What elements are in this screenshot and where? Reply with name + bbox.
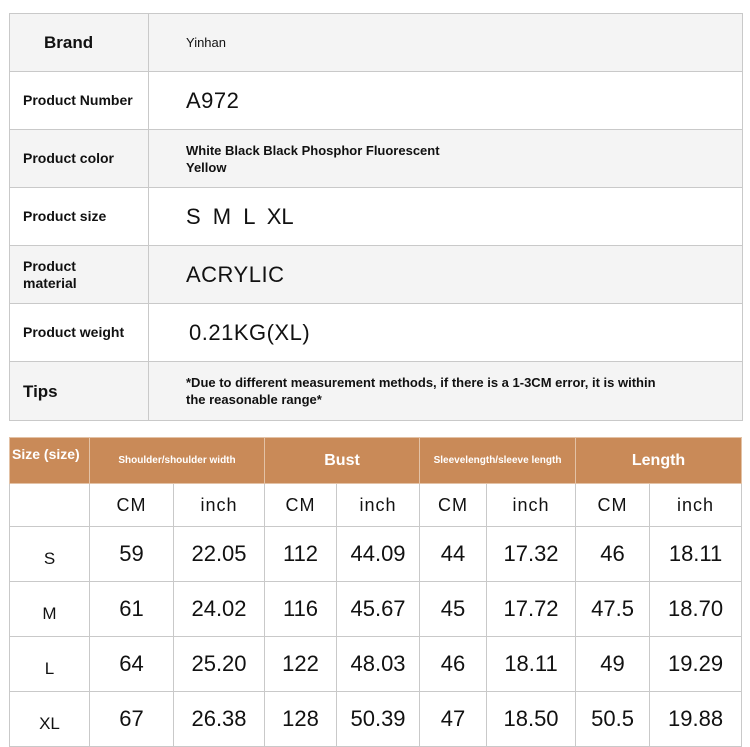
product-material-label [10,246,149,303]
product-size-row [10,188,742,246]
value-cell: 22.05 [174,527,265,582]
value-cell: 49 [576,637,650,692]
value-cell: 44.09 [337,527,420,582]
product-material-row [10,246,742,304]
tips-label: Tips [10,362,149,420]
brand-value: Yinhan [186,35,226,50]
product-color-row [10,130,742,188]
value-cell: 116 [265,582,337,637]
header-shoulder: Shoulder/shoulder width [90,438,265,484]
header-length: Length [576,438,742,484]
units-blank-cell [10,484,90,527]
table-row [10,637,742,692]
value-cell: 17.32 [487,527,576,582]
value-cell: 112 [265,527,337,582]
value-cell: 67 [90,692,174,747]
product-material-label-line1: Product [23,257,76,274]
product-size-label: Product size [10,188,149,245]
value-cell: 50.39 [337,692,420,747]
value-cell: 59 [90,527,174,582]
product-material-value: ACRYLIC [186,261,285,287]
value-cell: 46 [420,637,487,692]
unit-cell: inch [337,484,420,527]
product-weight-label: Product weight [10,304,149,361]
value-cell: 50.5 [576,692,650,747]
product-number-value: A972 [186,87,240,113]
product-color-value-line1: White Black Black Phosphor Fluorescent [186,142,440,158]
value-cell: 128 [265,692,337,747]
tips-value [149,362,742,420]
value-cell: 19.88 [650,692,742,747]
value-cell: 45 [420,582,487,637]
table-row [10,582,742,637]
size-cell: XL [10,692,90,747]
value-cell: 25.20 [174,637,265,692]
size-chart-header-row [10,438,742,484]
value-cell: 47.5 [576,582,650,637]
value-cell: 18.11 [650,527,742,582]
value-cell: 48.03 [337,637,420,692]
product-color-value-line2: Yellow [186,159,227,175]
value-cell: 24.02 [174,582,265,637]
size-chart-table [9,437,742,747]
value-cell: 17.72 [487,582,576,637]
unit-cell: CM [265,484,337,527]
value-cell: 47 [420,692,487,747]
value-cell: 45.67 [337,582,420,637]
header-sleeve: Sleevelength/sleeve length [420,438,576,484]
product-weight-row [10,304,742,362]
header-bust: Bust [265,438,420,484]
size-cell: L [10,637,90,692]
product-info-table [9,13,743,421]
unit-cell: CM [420,484,487,527]
value-cell: 61 [90,582,174,637]
size-cell: S [10,527,90,582]
brand-label: Brand [10,14,149,71]
table-row [10,527,742,582]
unit-cell: CM [576,484,650,527]
value-cell: 64 [90,637,174,692]
value-cell: 26.38 [174,692,265,747]
product-color-label: Product color [10,130,149,187]
tips-value-line2: the reasonable range* [186,392,322,407]
table-row [10,692,742,747]
value-cell: 18.11 [487,637,576,692]
value-cell: 122 [265,637,337,692]
product-number-label: Product Number [10,72,149,129]
tips-row [10,362,742,420]
brand-row [10,14,742,72]
tips-value-line1: *Due to different measurement methods, if there is a 1-3CM error, it is within [186,375,656,390]
size-chart-units-row [10,484,742,527]
value-cell: 18.70 [650,582,742,637]
value-cell: 19.29 [650,637,742,692]
value-cell: 44 [420,527,487,582]
unit-cell: inch [487,484,576,527]
unit-cell: inch [174,484,265,527]
header-size: Size (size) [10,438,90,484]
size-cell: M [10,582,90,637]
product-weight-value: 0.21KG(XL) [189,319,311,345]
value-cell: 46 [576,527,650,582]
product-size-value: S M L XL [186,203,294,229]
product-color-value [149,130,742,187]
product-number-row [10,72,742,130]
product-material-label-line2: material [23,274,77,291]
unit-cell: CM [90,484,174,527]
unit-cell: inch [650,484,742,527]
value-cell: 18.50 [487,692,576,747]
